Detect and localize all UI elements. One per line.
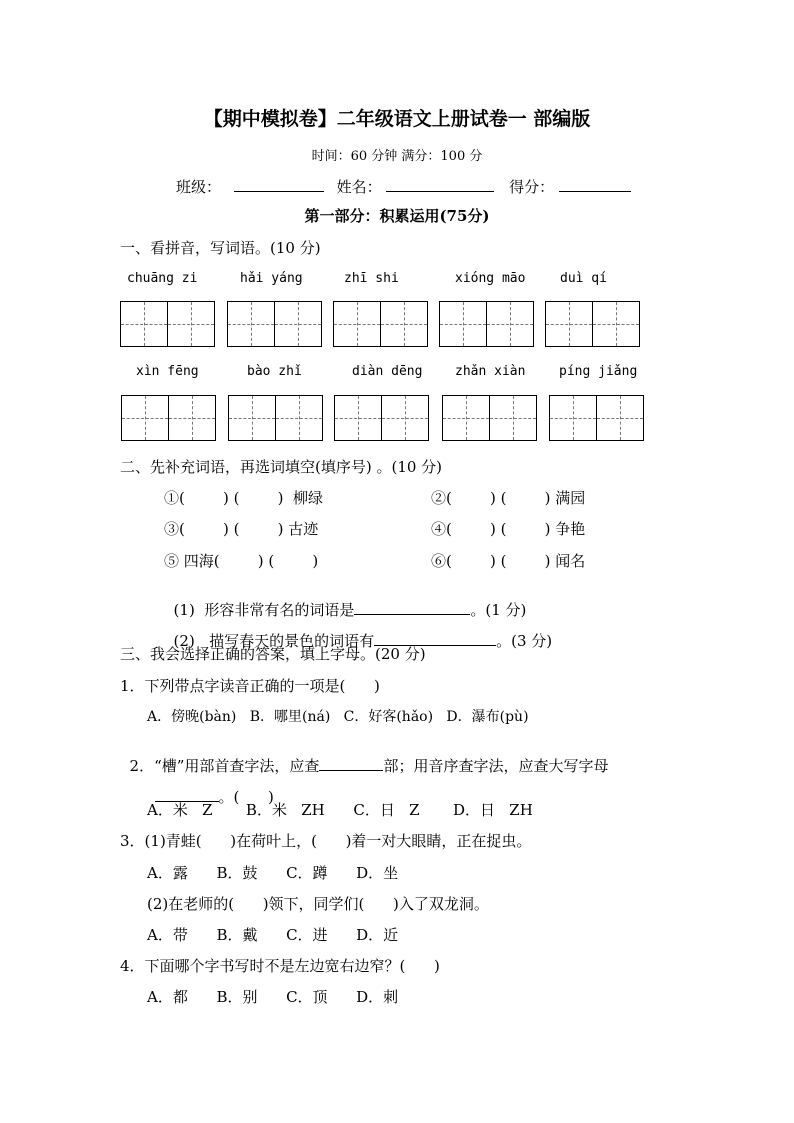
pinyin-label: duì qí (560, 271, 607, 286)
question-1-options[interactable]: A．傍晚(bàn) B．哪里(ná) C．好客(hǎo) D．瀑布(pù) (147, 709, 529, 725)
fill-question-text: (2) 描写春天的景色的词语有 (173, 632, 375, 650)
question-text: 部；用音序查字法，应查大写字母 (383, 757, 609, 775)
pinyin-label: zhī shi (344, 271, 399, 286)
writing-grid[interactable] (333, 301, 428, 347)
student-info-line (176, 176, 631, 197)
question-text: 2．“槽”用部首查字法，应查 (129, 757, 320, 775)
question-1: 1．下列带点字读音正确的一项是( ) (120, 677, 380, 695)
section2-heading: 二、先补充词语，再选词填空(填序号) 。(10 分) (120, 458, 443, 476)
pinyin-label: chuāng zi (127, 271, 198, 286)
pinyin-label: xióng māo (455, 271, 526, 286)
writing-grid[interactable] (545, 301, 640, 347)
idiom-item[interactable]: ③( ) ( ) 古迹 (164, 520, 319, 538)
writing-grid[interactable] (121, 395, 216, 441)
idiom-item[interactable]: ④( ) ( ) 争艳 (431, 520, 586, 538)
name-field[interactable] (386, 177, 494, 192)
question-text: 。( ) (218, 788, 274, 806)
answer-blank[interactable] (319, 756, 383, 771)
writing-grid[interactable] (334, 395, 429, 441)
writing-grid[interactable] (120, 301, 215, 347)
question-2-options[interactable]: A．米 Z B．米 ZH C．日 Z D．日 ZH (147, 801, 533, 819)
writing-grid[interactable] (442, 395, 537, 441)
page-title: 【期中模拟卷】二年级语文上册试卷一 部编版 (203, 108, 591, 130)
question-3-2-options[interactable]: A．带 B．戴 C．进 D．近 (147, 926, 399, 944)
writing-grid[interactable] (227, 301, 322, 347)
fill-question-text: (1) 形容非常有名的词语是 (173, 601, 355, 619)
section3-heading: 三、我会选择正确的答案，填上字母。(20 分) (120, 645, 426, 663)
score-label: 得分： (509, 178, 555, 196)
fill-question-score: 。(3 分) (496, 632, 553, 650)
pinyin-label: bào zhǐ (247, 364, 302, 379)
question-3-1-options[interactable]: A．露 B．鼓 C．蹲 D．坐 (147, 864, 399, 882)
pinyin-label: zhǎn xiàn (455, 364, 526, 379)
question-3-1: 3．(1)青蛙( )在荷叶上，( )着一对大眼睛，正在捉虫。 (120, 832, 532, 850)
writing-grid[interactable] (228, 395, 323, 441)
score-field[interactable] (559, 177, 631, 192)
class-label: 班级： (176, 178, 222, 196)
pinyin-label: diàn dēng (352, 364, 423, 379)
question-4-options[interactable]: A．都 B．别 C．顶 D．刺 (147, 988, 399, 1006)
idiom-item[interactable]: ②( ) ( ) 满园 (431, 489, 586, 507)
exam-subtitle: 时间：60 分钟 满分：100 分 (311, 149, 483, 164)
pinyin-label: xìn fēng (136, 364, 199, 379)
fill-question-score: 。(1 分) (470, 601, 527, 619)
class-field[interactable] (234, 177, 324, 192)
writing-grid[interactable] (549, 395, 644, 441)
question-3-2: (2)在老师的( )领下，同学们( )入了双龙洞。 (147, 895, 489, 913)
pinyin-label: hǎi yáng (240, 271, 303, 286)
question-4: 4．下面哪个字书写时不是左边宽右边窄？( ) (120, 957, 440, 975)
writing-grid[interactable] (439, 301, 534, 347)
name-label: 姓名： (336, 178, 382, 196)
idiom-item[interactable]: ①( ) ( ) 柳绿 (164, 489, 324, 507)
section1-heading: 一、看拼音，写词语。(10 分) (120, 239, 321, 257)
idiom-item[interactable]: ⑥( ) ( ) 闻名 (431, 552, 586, 570)
part1-title: 第一部分：积累运用(75分) (304, 207, 490, 225)
pinyin-label: píng jiǎng (559, 364, 638, 379)
idiom-item[interactable]: ⑤ 四海( ) ( ) (164, 552, 319, 570)
